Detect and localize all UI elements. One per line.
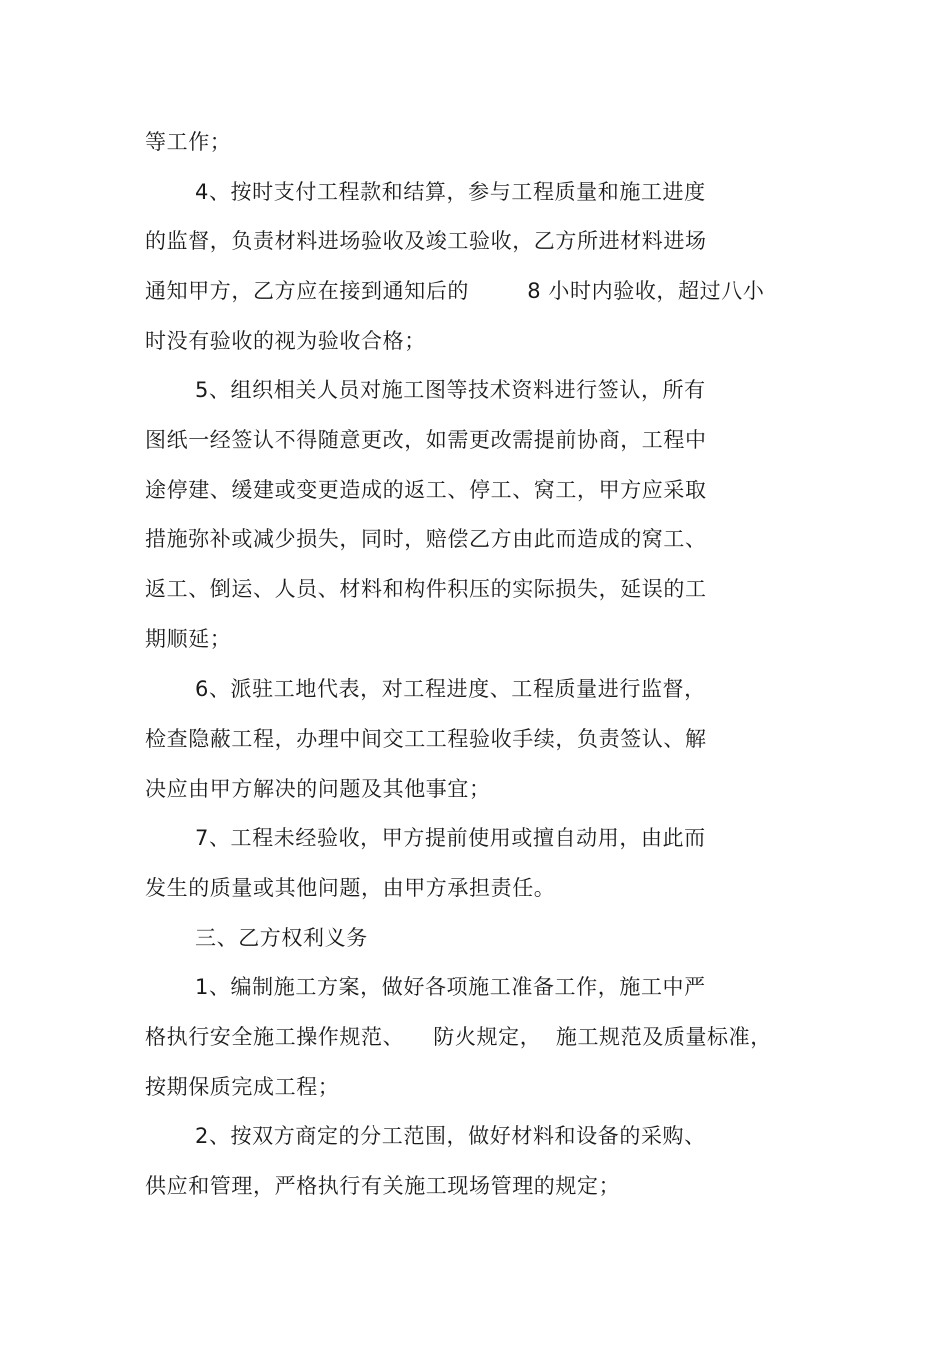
- text-line: 期顺延；: [145, 627, 232, 651]
- text-line: 供应和管理，严格执行有关施工现场管理的规定；: [145, 1174, 621, 1198]
- section-3-clause-1-heading-line: 1、编制施工方案，做好各项施工准备工作，施工中严: [195, 975, 706, 999]
- text-line: 措施弥补或减少损失，同时，赔偿乙方由此而造成的窝工、: [145, 527, 707, 551]
- text-line: 返工、倒运、人员、材料和构件积压的实际损失，延误的工: [145, 577, 707, 601]
- text-line: 发生的质量或其他问题，由甲方承担责任。: [145, 876, 556, 900]
- clause-5-heading-line: 5、组织相关人员对施工图等技术资料进行签认，所有: [195, 378, 706, 402]
- text-line: 途停建、缓建或变更造成的返工、停工、窝工，甲方应采取: [145, 478, 707, 502]
- text-line: 按期保质完成工程；: [145, 1075, 340, 1099]
- clause-4-heading-line: 4、按时支付工程款和结算，参与工程质量和施工进度: [195, 180, 706, 204]
- text-line: 通知甲方，乙方应在接到通知后的 8 小时内验收，超过八小: [145, 279, 765, 303]
- text-line: 格执行安全施工操作规范、 防火规定， 施工规范及质量标准，: [145, 1025, 772, 1049]
- text-line: 的监督，负责材料进场验收及竣工验收，乙方所进材料进场: [145, 229, 707, 253]
- clause-6-heading-line: 6、派驻工地代表，对工程进度、工程质量进行监督，: [195, 677, 706, 701]
- section-3-clause-2-heading-line: 2、按双方商定的分工范围，做好材料和设备的采购、: [195, 1124, 706, 1148]
- clause-7-heading-line: 7、工程未经验收，甲方提前使用或擅自动用，由此而: [195, 826, 706, 850]
- text-line: 等工作；: [145, 130, 232, 154]
- text-line: 时没有验收的视为验收合格；: [145, 329, 426, 353]
- text-line: 决应由甲方解决的问题及其他事宜；: [145, 777, 491, 801]
- text-line: 检查隐蔽工程，办理中间交工工程验收手续，负责签认、解: [145, 727, 707, 751]
- text-line: 图纸一经签认不得随意更改，如需更改需提前协商，工程中: [145, 428, 707, 452]
- section-3-heading: 三、乙方权利义务: [195, 926, 368, 950]
